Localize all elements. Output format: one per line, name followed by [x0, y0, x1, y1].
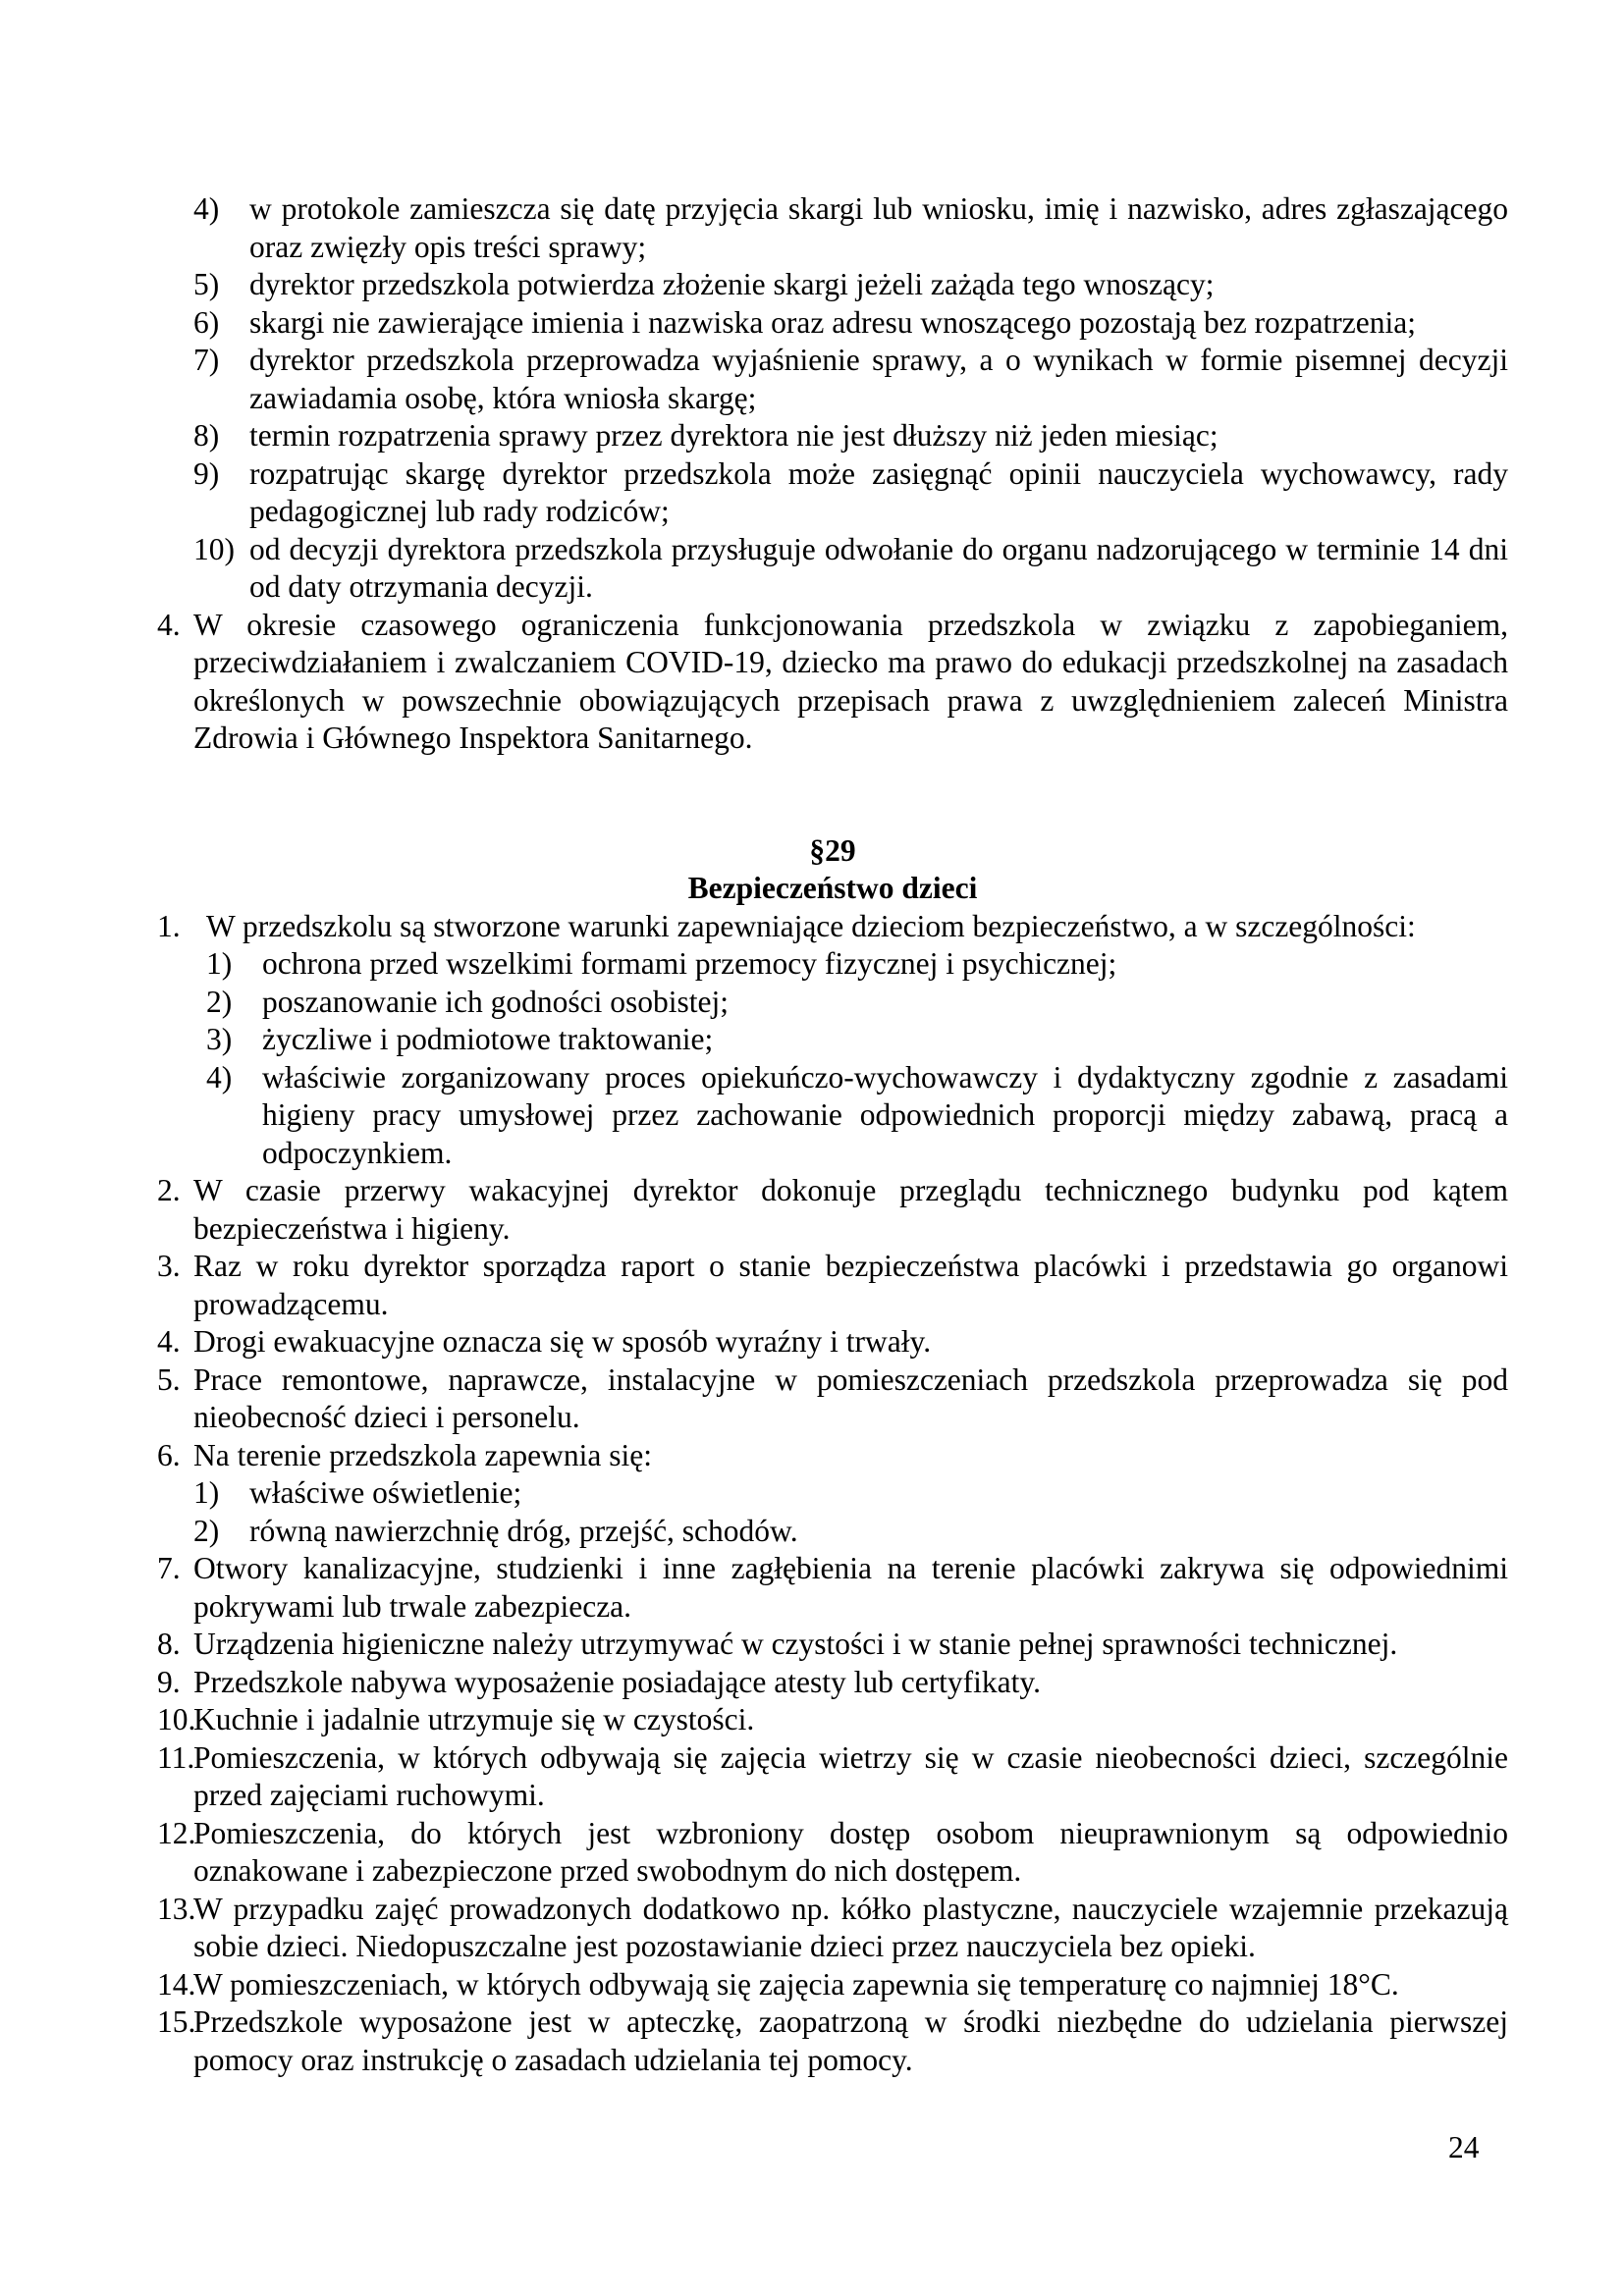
paragraph-text: W okresie czasowego ograniczenia funkcjonowania przedszkola w związku z zapobieganiem, przeciwdziałaniem i zwalczaniem COVID-19, dziecko ma prawo do edukacji przedszkolnej na zasadach określonych w powszechnie obowiązujących przepisach prawa z uwzględnieniem zaleceń Ministra Zdrowia i Głównego Inspektora Sanitarnego. — [193, 607, 1508, 755]
paragraph-number: 8. — [157, 1627, 181, 1661]
item-number: 6) — [193, 304, 220, 340]
paragraph-number: 14. — [157, 1966, 196, 2002]
paragraph-text: Urządzenia higieniczne należy utrzymywać w czystości i w stanie pełnej sprawności technicznej. — [193, 1627, 1398, 1661]
item-number: 4) — [193, 191, 220, 226]
paragraph-text: Przedszkole nabywa wyposażenie posiadające atesty lub certyfikaty. — [193, 1664, 1041, 1699]
item-text: właściwe oświetlenie; — [249, 1475, 522, 1510]
paragraph-text: Prace remontowe, naprawcze, instalacyjne w pomieszczeniach przedszkola przeprowadza się pod nieobecność dzieci i personelu. — [193, 1362, 1508, 1434]
item-text: rozpatrując skargę dyrektor przedszkola może zasięgnąć opinii nauczyciela wychowawcy, rady pedagogicznej lub rady rodziców; — [249, 455, 1508, 528]
item-text: skargi nie zawierające imienia i nazwiska oraz adresu wnoszącego pozostają bez rozpatrzenia; — [249, 304, 1416, 340]
item-number: 2) — [193, 1513, 220, 1548]
item-text: termin rozpatrzenia sprawy przez dyrektora nie jest dłuższy niż jeden miesiąc; — [249, 418, 1218, 453]
paragraph-text: Na terenie przedszkola zapewnia się: — [193, 1437, 653, 1472]
paragraph-number: 6. — [157, 1437, 181, 1472]
paragraph — [157, 607, 1508, 758]
paragraph-text: Przedszkole wyposażone jest w apteczkę, zaopatrzoną w środki niezbędne do udzielania pierwszej pomocy oraz instrukcję o zasadach udzielania tej pomocy. — [193, 2004, 1508, 2077]
list-item — [157, 266, 1508, 304]
paragraph-text: W przypadku zajęć prowadzonych dodatkowo np. kółko plastyczne, nauczyciele wzajemnie przekazują sobie dzieci. Niedopuszczalne jest pozostawianie dzieci przez nauczyciela bez opieki. — [193, 1891, 1508, 1963]
paragraph — [157, 1664, 1508, 1702]
item-text: w protokole zamieszcza się datę przyjęcia skargi lub wniosku, imię i nazwisko, adres zgłaszającego oraz zwięzły opis treści sprawy; — [249, 191, 1508, 264]
list-item — [157, 455, 1508, 531]
list-item — [157, 417, 1508, 455]
list-item — [157, 1474, 1508, 1513]
item-number: 8) — [193, 418, 220, 453]
paragraph — [157, 1248, 1508, 1323]
paragraph-text: Drogi ewakuacyjne oznacza się w sposób wyraźny i trwały. — [193, 1324, 932, 1359]
paragraph-number: 15. — [157, 2004, 196, 2039]
page-number: 24 — [1448, 2130, 1480, 2164]
paragraph-number: 13. — [157, 1891, 196, 1926]
paragraph — [157, 1739, 1508, 1815]
item-text: dyrektor przedszkola potwierdza złożenie skargi jeżeli zażąda tego wnoszący; — [249, 267, 1215, 301]
item-number: 2) — [206, 984, 233, 1019]
paragraph — [157, 1172, 1508, 1248]
item-text: równą nawierzchnię dróg, przejść, schodów. — [249, 1513, 798, 1548]
list-item — [157, 342, 1508, 417]
paragraph — [157, 2003, 1508, 2079]
paragraph — [157, 1550, 1508, 1626]
paragraph-text: W przedszkolu są stworzone warunki zapewniające dzieciom bezpieczeństwo, a w szczególności: — [206, 908, 1416, 943]
list-item — [157, 190, 1508, 266]
paragraph-text: Kuchnie i jadalnie utrzymuje się w czystości. — [193, 1702, 755, 1736]
paragraph — [157, 1323, 1508, 1362]
item-text: życzliwe i podmiotowe traktowanie; — [262, 1022, 714, 1056]
item-number: 1) — [206, 946, 233, 981]
page-content — [157, 190, 1508, 2079]
paragraph-number: 10. — [157, 1702, 196, 1736]
section-number: §29 — [809, 832, 856, 868]
list-item — [157, 984, 1508, 1022]
paragraph-number: 4. — [157, 1324, 181, 1359]
paragraph — [157, 908, 1508, 946]
paragraph-number: 4. — [157, 607, 181, 642]
item-text: dyrektor przedszkola przeprowadza wyjaśnienie sprawy, a o wynikach w formie pisemnej decyzji zawiadamia osobę, która wniosła skargę; — [249, 343, 1508, 415]
paragraph — [157, 1701, 1508, 1739]
paragraph-text: Raz w roku dyrektor sporządza raport o stanie bezpieczeństwa placówki i przedstawia go organowi prowadzącemu. — [193, 1249, 1508, 1321]
section-heading — [157, 832, 1508, 908]
list-item — [157, 304, 1508, 343]
paragraph-text: W czasie przerwy wakacyjnej dyrektor dokonuje przeglądu technicznego budynku pod kątem bezpieczeństwa i higieny. — [193, 1173, 1508, 1246]
paragraph-number: 1. — [157, 908, 181, 943]
paragraph-number: 9. — [157, 1664, 181, 1699]
paragraph-text: W pomieszczeniach, w których odbywają się zajęcia zapewnia się temperaturę co najmniej 18°C. — [193, 1966, 1399, 2002]
paragraph — [157, 1362, 1508, 1437]
paragraph-number: 2. — [157, 1173, 181, 1207]
item-text: właściwie zorganizowany proces opiekuńczo-wychowawczy i dydaktyczny zgodnie z zasadami higieny pracy umysłowej przez zachowanie odpowiednich proporcji między zabawą, pracą a odpoczynkiem. — [262, 1059, 1508, 1170]
paragraph-text: Otwory kanalizacyjne, studzienki i inne zagłębienia na terenie placówki zakrywa się odpowiednimi pokrywami lub trwale zabezpiecza. — [193, 1551, 1508, 1624]
paragraph-number: 12. — [157, 1815, 196, 1850]
paragraph — [157, 1815, 1508, 1891]
list-item — [157, 531, 1508, 607]
paragraph-text: Pomieszczenia, w których odbywają się zajęcia wietrzy się w czasie nieobecności dzieci, szczególnie przed zajęciami ruchowymi. — [193, 1739, 1508, 1812]
paragraph — [157, 1626, 1508, 1664]
item-number: 3) — [206, 1022, 233, 1056]
paragraph-number: 11. — [157, 1739, 195, 1775]
paragraph-text: Pomieszczenia, do których jest wzbroniony dostęp osobom nieuprawnionym są odpowiednio oznakowane i zabezpieczone przed swobodnym do nich dostępem. — [193, 1815, 1508, 1888]
item-text: od decyzji dyrektora przedszkola przysługuje odwołanie do organu nadzorującego w terminie 14 dni od daty otrzymania decyzji. — [249, 531, 1508, 604]
paragraph — [157, 1966, 1508, 2004]
list-item — [157, 945, 1508, 984]
list-item — [157, 1513, 1508, 1551]
item-number: 1) — [193, 1475, 220, 1510]
item-number: 9) — [193, 455, 220, 491]
item-number: 5) — [193, 267, 220, 301]
section-title: Bezpieczeństwo dzieci — [687, 871, 978, 905]
list-item — [157, 1059, 1508, 1173]
item-number: 10) — [193, 531, 235, 566]
item-number: 4) — [206, 1059, 233, 1095]
paragraph-number: 5. — [157, 1362, 181, 1397]
paragraph-number: 3. — [157, 1249, 181, 1283]
paragraph — [157, 1437, 1508, 1475]
list-item — [157, 1021, 1508, 1059]
item-number: 7) — [193, 343, 220, 377]
item-text: poszanowanie ich godności osobistej; — [262, 984, 730, 1019]
paragraph — [157, 1891, 1508, 1966]
paragraph-number: 7. — [157, 1551, 181, 1585]
item-text: ochrona przed wszelkimi formami przemocy fizycznej i psychicznej; — [262, 946, 1117, 981]
